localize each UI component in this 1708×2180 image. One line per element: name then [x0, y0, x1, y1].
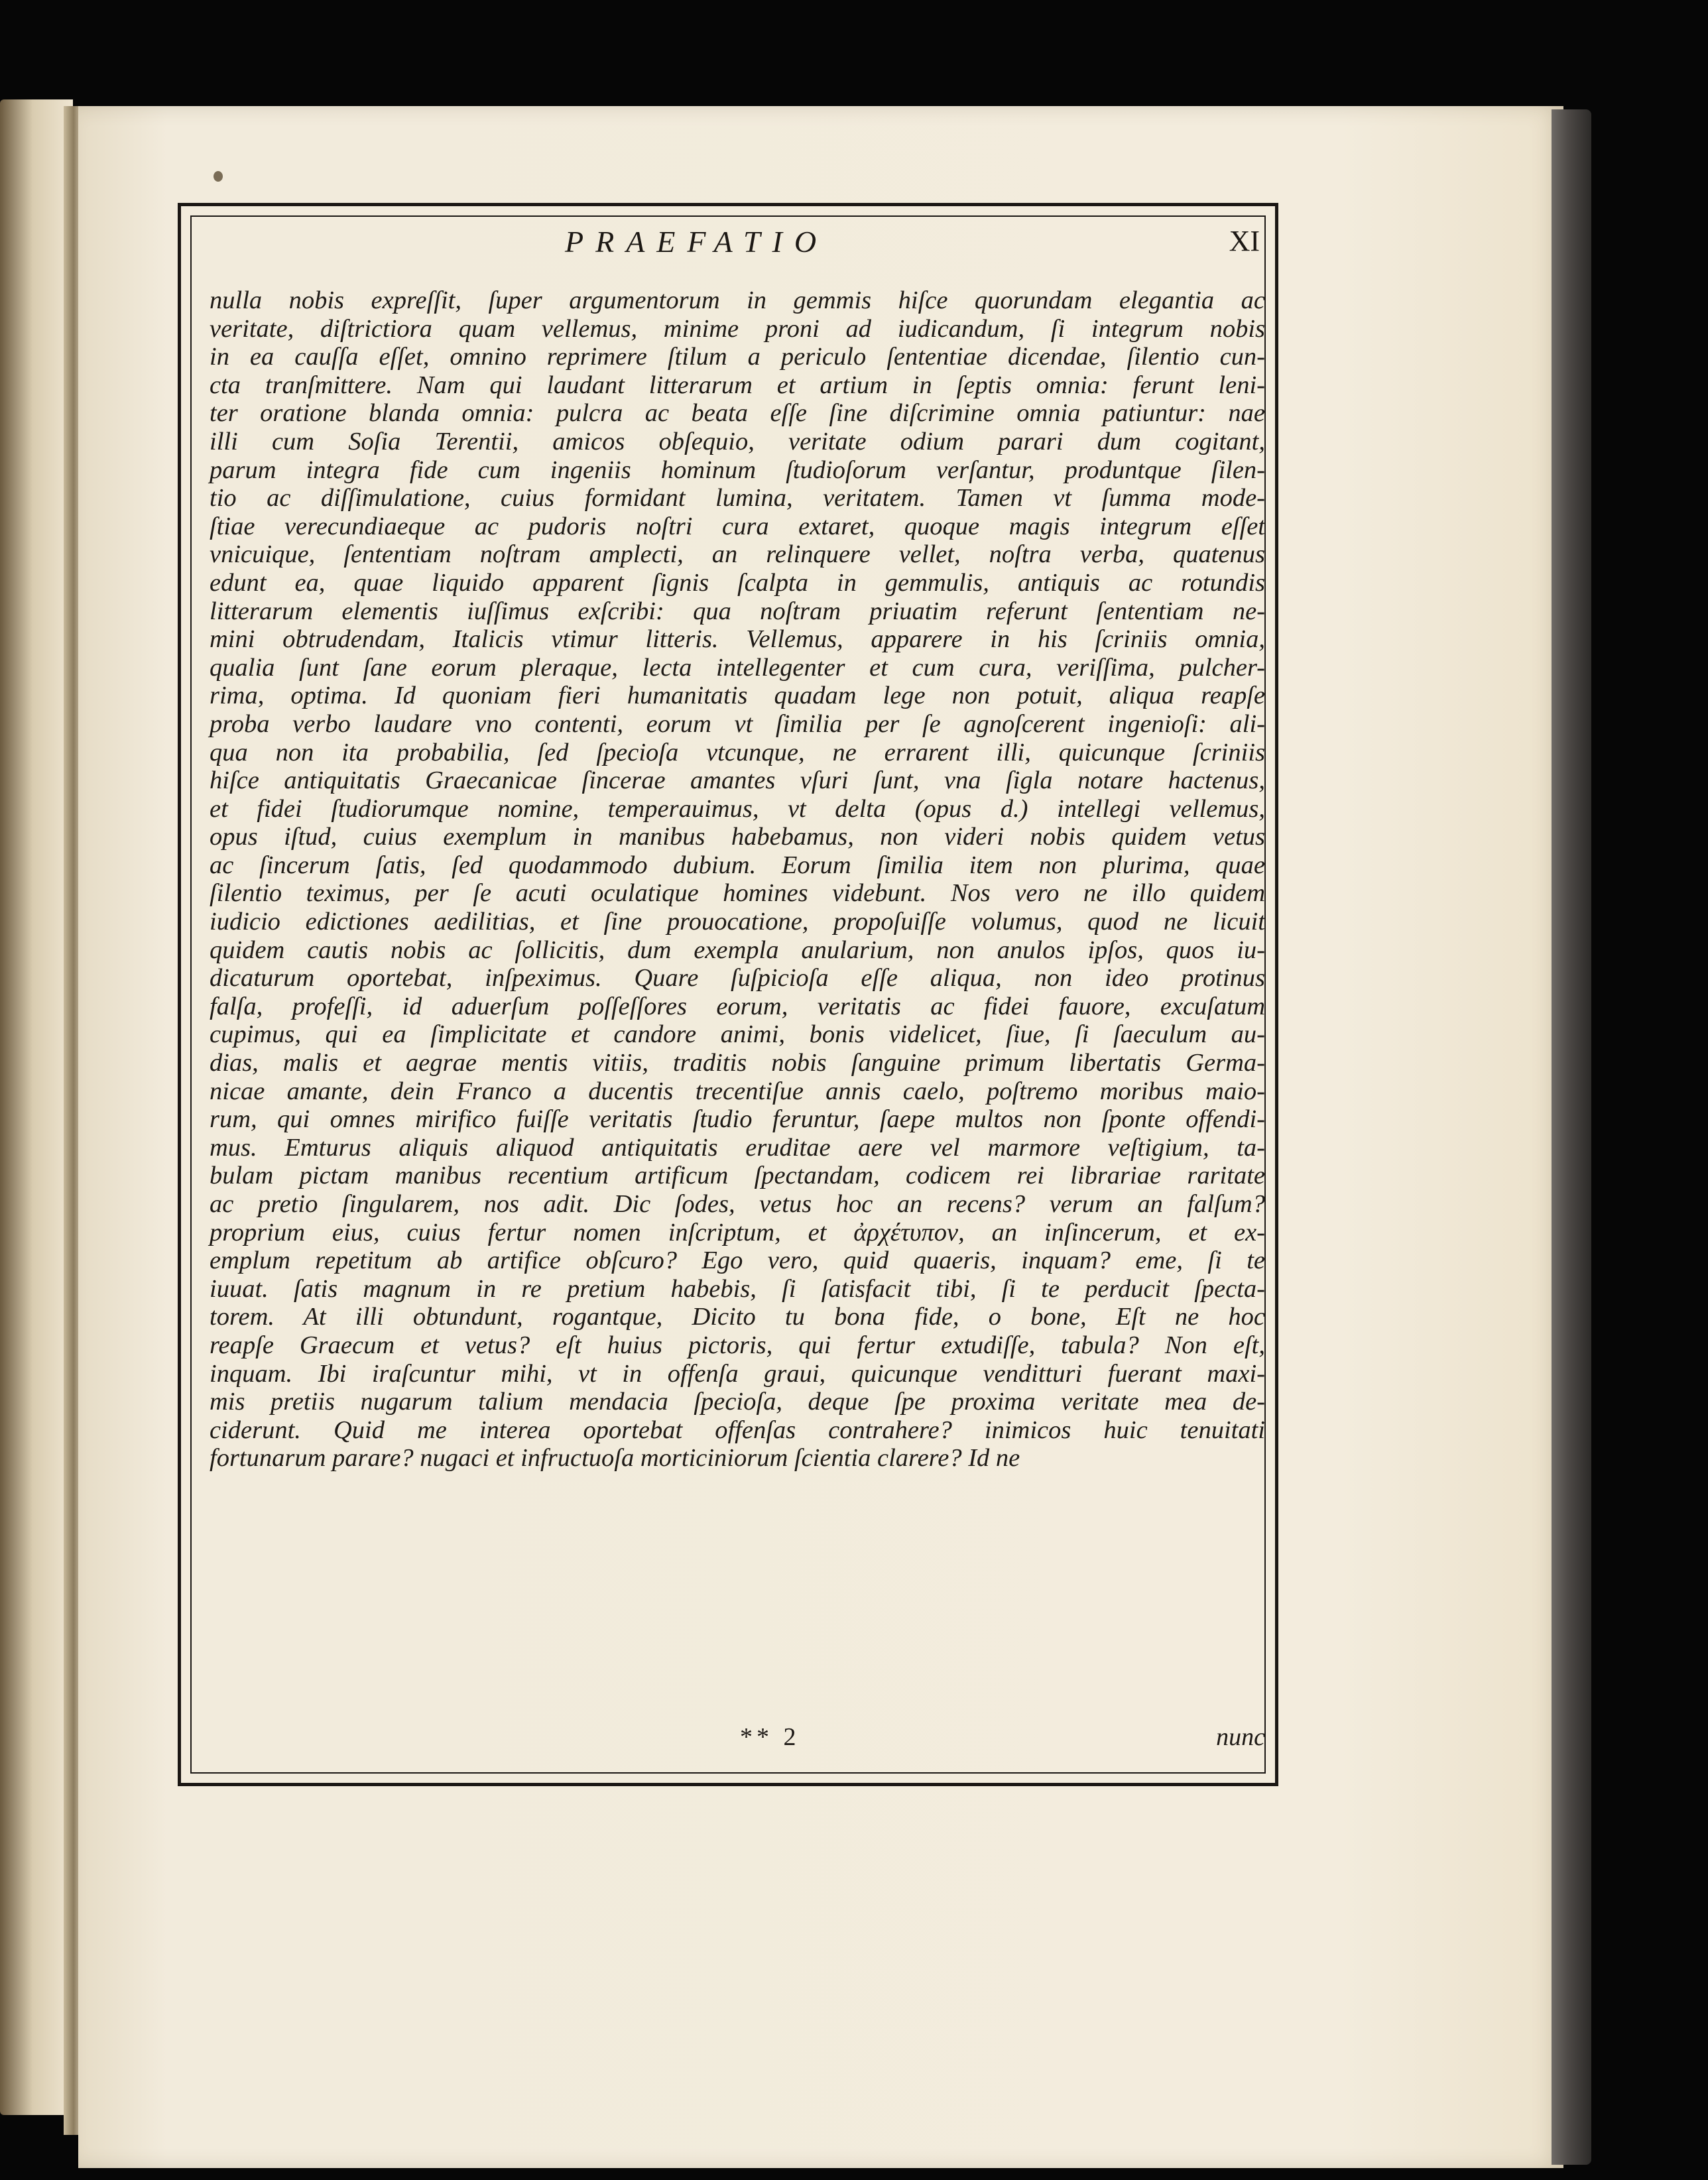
text-line: ter oratione blanda omnia: pulcra ac beata eſſe ſine diſcrimine omnia patiuntur: nae [210, 399, 1265, 428]
text-line: iuuat. ſatis magnum in re pretium habebis, ſi ſatisfacit tibi, ſi te perducit ſpecta- [210, 1274, 1265, 1303]
text-line: proba verbo laudare vno contenti, eorum vt ſimilia per ſe agnoſcerent ingenioſi: ali- [210, 709, 1265, 738]
page-number: XI [1229, 225, 1260, 257]
text-line: ſtiae verecundiaeque ac pudoris noſtri cura extaret, quoque magis integrum eſſet [210, 512, 1265, 540]
text-line: veritate, diſtrictiora quam vellemus, minime proni ad iudicandum, ſi integrum nobis [210, 314, 1265, 343]
text-line: rima, optima. Id quoniam fieri humanitatis quadam lege non potuit, aliqua reapſe [210, 682, 1265, 710]
text-line: proprium eius, cuius fertur nomen inſcriptum, et ἀρχέτυπον, an inſincerum, et ex- [210, 1218, 1265, 1246]
catchword: nunc [1216, 1723, 1265, 1751]
text-line: illi cum Soſia Terentii, amicos obſequio, veritate odium parari dum cogitant, [210, 427, 1265, 455]
text-line: dicaturum oportebat, inſpeximus. Quare ſuſpicioſa eſſe aliqua, non ideo protinus [210, 964, 1265, 993]
text-line: hiſce antiquitatis Graecanicae ſincerae amantes vſuri ſunt, vna ſigla notare hactenus, [210, 766, 1265, 795]
text-line: ciderunt. Quid me interea oportebat offenſas contrahere? inimicos huic tenuitati [210, 1416, 1265, 1444]
text-line: litterarum elementis iuſſimus exſcribi: qua noſtram priuatim referunt ſententiam ne- [210, 597, 1265, 625]
book-cover-edge [1552, 109, 1591, 2165]
paper-stain [213, 171, 223, 182]
text-line: ac pretio ſingularem, nos adit. Dic ſodes, vetus hoc an recens? verum an falſum? [210, 1190, 1265, 1218]
text-line: qualia ſunt ſane eorum pleraque, lecta intellegenter et cum cura, veriſſima, pulcher- [210, 653, 1265, 682]
text-line: et fidei ſtudiorumque nomine, temperauimus, vt delta (opus d.) intellegi vellemus, [210, 794, 1265, 823]
text-line: nulla nobis expreſſit, ſuper argumentorum in gemmis hiſce quorundam elegantia ac [210, 286, 1265, 314]
text-line: mus. Emturus aliquis aliquod antiquitatis eruditae aere vel marmore veſtigium, ta- [210, 1133, 1265, 1162]
text-line: ac ſincerum ſatis, ſed quodammodo dubium. Eorum ſimilia item non plurima, quae [210, 851, 1265, 879]
text-line: qua non ita probabilia, ſed ſpecioſa vtcunque, ne errarent illi, quicunque ſcriniis [210, 738, 1265, 766]
text-line: falſa, profeſſi, id aduerſum poſſeſſores eorum, veritatis ac fidei fauore, excuſatum [210, 992, 1265, 1020]
text-line: quidem cautis nobis ac ſollicitis, dum exempla anularium, non anulos ipſos, quos iu- [210, 936, 1265, 964]
text-line: bulam pictam manibus recentium artificum ſpectandam, codicem rei librariae raritate [210, 1162, 1265, 1190]
body-text [210, 286, 1265, 1473]
text-line: tio ac diſſimulatione, cuius formidant lumina, veritatem. Tamen vt ſumma mode- [210, 484, 1265, 513]
text-line: dias, malis et aegrae mentis vitiis, traditis nobis ſanguine primum libertatis Germa- [210, 1049, 1265, 1077]
text-line: rum, qui omnes mirifico fuiſſe veritatis ſtudio feruntur, ſaepe multos non ſponte offendi- [210, 1105, 1265, 1134]
text-line: emplum repetitum ab artifice obſcuro? Ego vero, quid quaeris, inquam? eme, ſi te [210, 1246, 1265, 1275]
text-line: in ea cauſſa eſſet, omnino reprimere ſtilum a periculo ſententiae dicendae, ſilentio cun- [210, 343, 1265, 371]
text-line: edunt ea, quae liquido apparent ſignis ſcalpta in gemmulis, antiquis ac rotundis [210, 568, 1265, 597]
text-line: ſilentio teximus, per ſe acuti oculatique homines videbunt. Nos vero ne illo quidem [210, 879, 1265, 908]
text-line: mis pretiis nugarum talium mendacia ſpecioſa, deque ſpe proxima veritate mea de- [210, 1388, 1265, 1416]
text-line: torem. At illi obtundunt, rogantque, Dicito tu bona fide, o bone, Eſt ne hoc [210, 1303, 1265, 1331]
text-line: mini obtrudendam, Italicis vtimur litteris. Vellemus, apparere in his ſcriniis omnia, [210, 625, 1265, 654]
text-line: fortunarum parare? nugaci et infructuoſa morticiniorum ſcientia clarere? Id ne [210, 1444, 1020, 1473]
text-line: inquam. Ibi iraſcuntur mihi, vt in offenſa graui, quicunque venditturi fuerant maxi- [210, 1359, 1265, 1388]
text-line: cupimus, qui ea ſimplicitate et candore animi, bonis videlicet, ſiue, ſi ſaeculum au- [210, 1020, 1265, 1049]
text-line: nicae amante, dein Franco a ducentis trecentiſue annis caelo, poſtremo moribus maio- [210, 1077, 1265, 1105]
text-line: iudicio edictiones aedilitias, et ſine prouocatione, propoſuiſſe volumus, quod ne licuit [210, 908, 1265, 936]
facing-page-edge [0, 99, 73, 2115]
text-line: parum integra fide cum ingeniis hominum ſtudioſorum verſantur, produntque ſilen- [210, 455, 1265, 484]
page-footer [210, 1723, 1265, 1756]
text-line: vnicuique, ſententiam noſtram amplecti, an relinquere vellet, noſtra verba, quatenus [210, 540, 1265, 569]
text-line: opus iſtud, cuius exemplum in manibus habebamus, non videri nobis quidem vetus [210, 823, 1265, 851]
signature-mark: ** 2 [740, 1723, 800, 1751]
running-head [180, 224, 1274, 264]
running-title: PRAEFATIO [565, 225, 829, 259]
text-line: reapſe Graecum et vetus? eſt huius pictoris, qui fertur extudiſſe, tabula? Non eſt, [210, 1331, 1265, 1359]
text-line: cta tranſmittere. Nam qui laudant litterarum et artium in ſeptis omnia: ferunt leni- [210, 371, 1265, 399]
